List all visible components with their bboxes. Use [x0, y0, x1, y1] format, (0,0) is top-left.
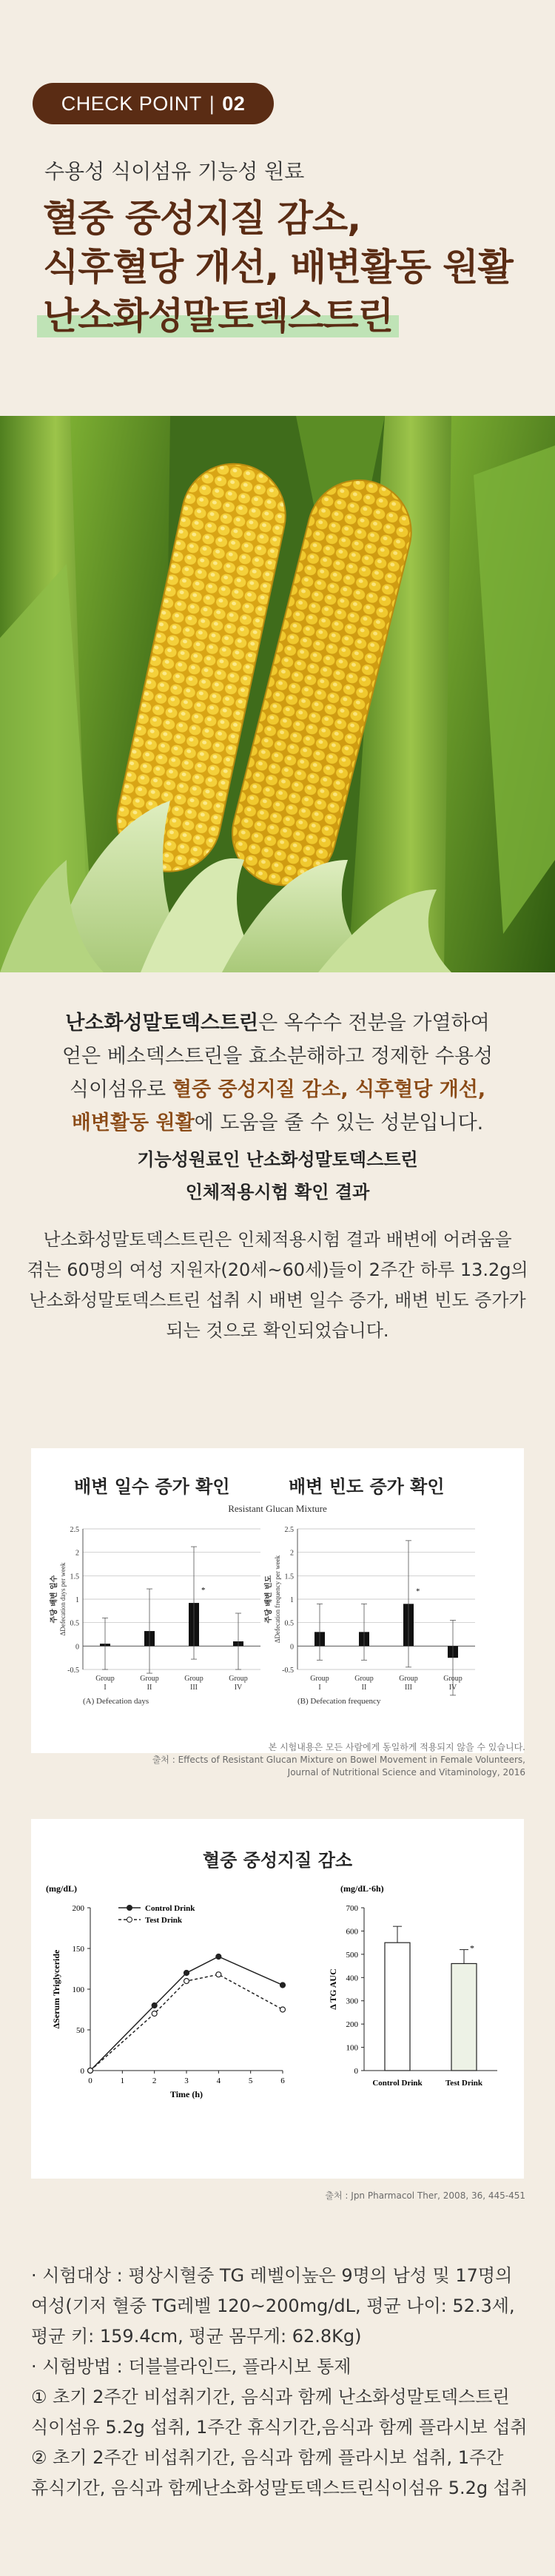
y-tick-label-b: 0	[290, 1643, 294, 1652]
defecation-bar-charts	[31, 1519, 524, 1718]
checkpoint-badge	[33, 83, 274, 124]
method-line-5: ① 초기 2주간 비섭취기간, 음식과 함께 난소화성말토덱스트린	[31, 2387, 510, 2407]
y-tick-label-right: 600	[346, 1927, 358, 1937]
x-tick-label-b: Group	[399, 1675, 418, 1683]
series-point-1	[152, 2011, 157, 2017]
caption-b: (B) Defecation frequency	[297, 1697, 381, 1706]
significance-mark-a: *	[201, 1586, 206, 1595]
intro-line-3b: 혈중 중성지질 감소, 식후혈당 개선,	[172, 1078, 486, 1101]
y-tick-label-left: 0	[80, 2067, 84, 2076]
study-method-list	[31, 2261, 542, 2503]
y-tick-label-left: 150	[72, 1945, 84, 1954]
caption-a: (A) Defecation days	[83, 1697, 149, 1706]
defecation-frequency-title: 배변 빈도 증가 확인	[289, 1476, 445, 1497]
x-axis-label: Time (h)	[169, 2089, 204, 2099]
series-point-1	[88, 2068, 93, 2074]
method-line-3: 평균 키: 159.4cm, 평균 몸무게: 62.8Kg)	[31, 2326, 362, 2347]
y-tick-label-a: 2.5	[70, 1526, 79, 1534]
y-tick-label-right: 500	[346, 1950, 358, 1960]
series-point-0	[280, 1983, 286, 1988]
study-title-line-1: 기능성원료인 난소화성말토덱스트린	[137, 1149, 418, 1170]
series-point-0	[184, 1971, 189, 1976]
legend-label-0: Control Drink	[145, 1904, 195, 1913]
card1-note: 본 시험내용은 모든 사람에게 동일하게 적용되지 않을 수 있습니다.	[268, 1742, 525, 1752]
x-tick-label-b: Group	[354, 1675, 374, 1683]
y-axis-label-kr-b: 주당 배변 빈도	[265, 1575, 273, 1624]
study-title	[0, 1143, 555, 1208]
defecation-days-title: 배변 일수 증가 확인	[74, 1476, 230, 1497]
y-tick-label-b: 2	[290, 1549, 294, 1558]
triglyceride-chart-card	[31, 1819, 524, 2179]
y-tick-label-right: 100	[346, 2043, 358, 2053]
x-tick-label-a: Group	[140, 1675, 159, 1683]
x-tick-label-a: Group	[229, 1675, 248, 1683]
y-tick-label-a: -0.5	[67, 1667, 79, 1675]
y-tick-label-left: 200	[72, 1904, 84, 1913]
kicker-text: 수용성 식이섬유 기능성 원료	[44, 159, 305, 184]
y-tick-label-left: 100	[72, 1985, 84, 1994]
headline-line-1: 혈중 중성지질 감소,	[43, 197, 361, 240]
y-tick-label-a: 0.5	[70, 1619, 79, 1628]
card1-source	[152, 1741, 525, 1779]
unit-label-right: (mg/dL·6h)	[340, 1883, 384, 1894]
method-line-6: 식이섬유 5.2g 섭취, 1주간 휴식기간,음식과 함께 플라시보 섭취	[31, 2417, 528, 2438]
x-tick-label-a: Group	[184, 1675, 204, 1683]
y-tick-label-b: 0.5	[284, 1619, 294, 1628]
method-line-8: 휴식기간, 음식과 함께난소화성말토덱스트린식이섬유 5.2g 섭취	[31, 2478, 528, 2498]
y-tick-label-a: 1	[75, 1596, 79, 1604]
x-tick-label-a: Group	[95, 1675, 115, 1683]
intro-line-3a: 식이섬유로	[69, 1078, 172, 1101]
x-tick-label: 3	[184, 2076, 189, 2085]
auc-bar-0	[385, 1943, 410, 2071]
x-tick-label: 4	[216, 2076, 221, 2085]
y-tick-label-a: 2	[75, 1549, 79, 1558]
corn-photo	[0, 416, 555, 972]
y-tick-label-b: -0.5	[282, 1667, 294, 1675]
significance-mark-b: *	[416, 1587, 420, 1596]
x-tick-label: 0	[88, 2076, 92, 2085]
study-body-line-2: 겪는 60명의 여성 지원자(20세~60세)들이 2주간 하루 13.2g의	[27, 1260, 528, 1280]
triglyceride-charts	[31, 1878, 524, 2174]
x-tick-label-b: I	[318, 1684, 321, 1692]
badge-label: CHECK POINT	[61, 92, 202, 115]
x-tick-label: 5	[248, 2076, 253, 2085]
intro-ingredient: 난소화성말토덱스트린	[65, 1012, 259, 1035]
y-tick-label-right: 300	[346, 1997, 358, 2006]
headline-line-3: 난소화성말토덱스트린	[43, 292, 393, 340]
y-tick-label-right: 400	[346, 1974, 358, 1983]
auc-bar-label-0: Control Drink	[372, 2079, 423, 2088]
unit-label-left: (mg/dL)	[46, 1883, 77, 1894]
badge-number: 02	[222, 92, 246, 115]
study-body-line-1: 난소화성말토덱스트린은 인체적용시험 결과 배변에 어려움을	[43, 1229, 512, 1250]
x-tick-label-a: I	[104, 1684, 107, 1692]
defecation-chart-card	[31, 1448, 524, 1753]
method-line-1: · 시험대상 : 평상시혈중 TG 레벨이높은 9명의 남성 및 17명의	[31, 2265, 513, 2286]
triglyceride-title: 혈중 중성지질 감소	[202, 1850, 353, 1871]
headline	[43, 194, 513, 340]
series-point-1	[280, 2007, 286, 2012]
x-tick-label-b: IV	[448, 1684, 457, 1692]
study-body-line-3: 난소화성말토덱스트린 섭취 시 배변 일수 증가, 배변 빈도 증가가	[29, 1290, 526, 1311]
y-tick-label-a: 1.5	[70, 1573, 79, 1581]
y-tick-label-right: 700	[346, 1904, 358, 1913]
intro-line-2: 얻은 베소덱스트린을 효소분해하고 정제한 수용성	[61, 1045, 494, 1068]
intro-line-4a: 배변활동 원활	[71, 1112, 195, 1134]
series-point-1	[216, 1972, 221, 1977]
auc-bar-1	[451, 1963, 477, 2071]
x-tick-label-b: II	[361, 1684, 367, 1692]
y-axis-label-left: ΔSerum Triglyceride	[51, 1949, 61, 2029]
y-tick-label-right: 0	[354, 2067, 358, 2076]
card2-source: 출처 : Jpn Pharmacol Ther, 2008, 36, 445-451	[325, 2190, 525, 2201]
y-axis-label-en-b: ΔDefecation frequency per week	[274, 1555, 281, 1644]
series-point-0	[152, 2003, 157, 2008]
legend-marker-0	[127, 1906, 132, 1911]
series-line-1	[90, 1974, 283, 2071]
y-tick-label-left: 50	[76, 2026, 84, 2035]
auc-bar-label-1: Test Drink	[445, 2079, 483, 2088]
intro-paragraph	[0, 1006, 555, 1140]
legend-label-1: Test Drink	[145, 1916, 183, 1925]
study-body	[0, 1225, 555, 1346]
auc-significance-mark: *	[470, 1943, 474, 1954]
legend-marker-1	[127, 1917, 132, 1923]
intro-line-1-rest: 은 옥수수 전분을 가열하여	[258, 1012, 490, 1035]
method-line-7: ② 초기 2주간 비섭취기간, 음식과 함께 플라시보 섭취, 1주간	[31, 2447, 504, 2468]
card1-source-line-2: Journal of Nutritional Science and Vitaminology, 2016	[287, 1767, 525, 1778]
series-point-0	[216, 1954, 221, 1960]
y-tick-label-b: 1.5	[284, 1573, 294, 1581]
figure-title: Resistant Glucan Mixture	[228, 1503, 327, 1514]
x-tick-label-a: II	[147, 1684, 152, 1692]
method-line-2: 여성(기저 혈중 TG레벨 120~200mg/dL, 평균 나이: 52.3세,	[31, 2296, 515, 2316]
x-tick-label: 2	[152, 2076, 157, 2085]
y-tick-label-right: 200	[346, 2020, 358, 2030]
headline-line-2: 식후혈당 개선, 배변활동 원활	[43, 246, 513, 289]
x-tick-label-a: IV	[234, 1684, 243, 1692]
y-tick-label-b: 1	[290, 1596, 294, 1604]
y-axis-label-kr-a: 주당 배변 일수	[50, 1575, 58, 1624]
x-tick-label-b: Group	[443, 1675, 462, 1683]
x-tick-label: 1	[120, 2076, 125, 2085]
card1-source-line-1: 출처 : Effects of Resistant Glucan Mixture on Bowel Movement in Female Volunteers,	[152, 1755, 525, 1765]
y-tick-label-a: 0	[75, 1643, 79, 1652]
x-tick-label-a: III	[190, 1684, 198, 1692]
badge-separator: |	[209, 92, 215, 115]
study-body-line-4: 되는 것으로 확인되었습니다.	[166, 1320, 389, 1341]
y-axis-label-en-a: ΔDefecation days per week	[59, 1562, 67, 1636]
method-line-4: · 시험방법 : 더블블라인드, 플라시보 통제	[31, 2356, 352, 2377]
study-title-line-2: 인체적용시험 확인 결과	[185, 1182, 370, 1203]
y-axis-label-right: Δ TG AUC	[328, 1968, 338, 2010]
x-tick-label: 6	[280, 2076, 285, 2085]
series-point-1	[184, 1979, 189, 1984]
x-tick-label-b: III	[405, 1684, 412, 1692]
intro-line-4b: 에 도움을 줄 수 있는 성분입니다.	[194, 1112, 484, 1134]
y-tick-label-b: 2.5	[284, 1526, 294, 1534]
x-tick-label-b: Group	[310, 1675, 329, 1683]
